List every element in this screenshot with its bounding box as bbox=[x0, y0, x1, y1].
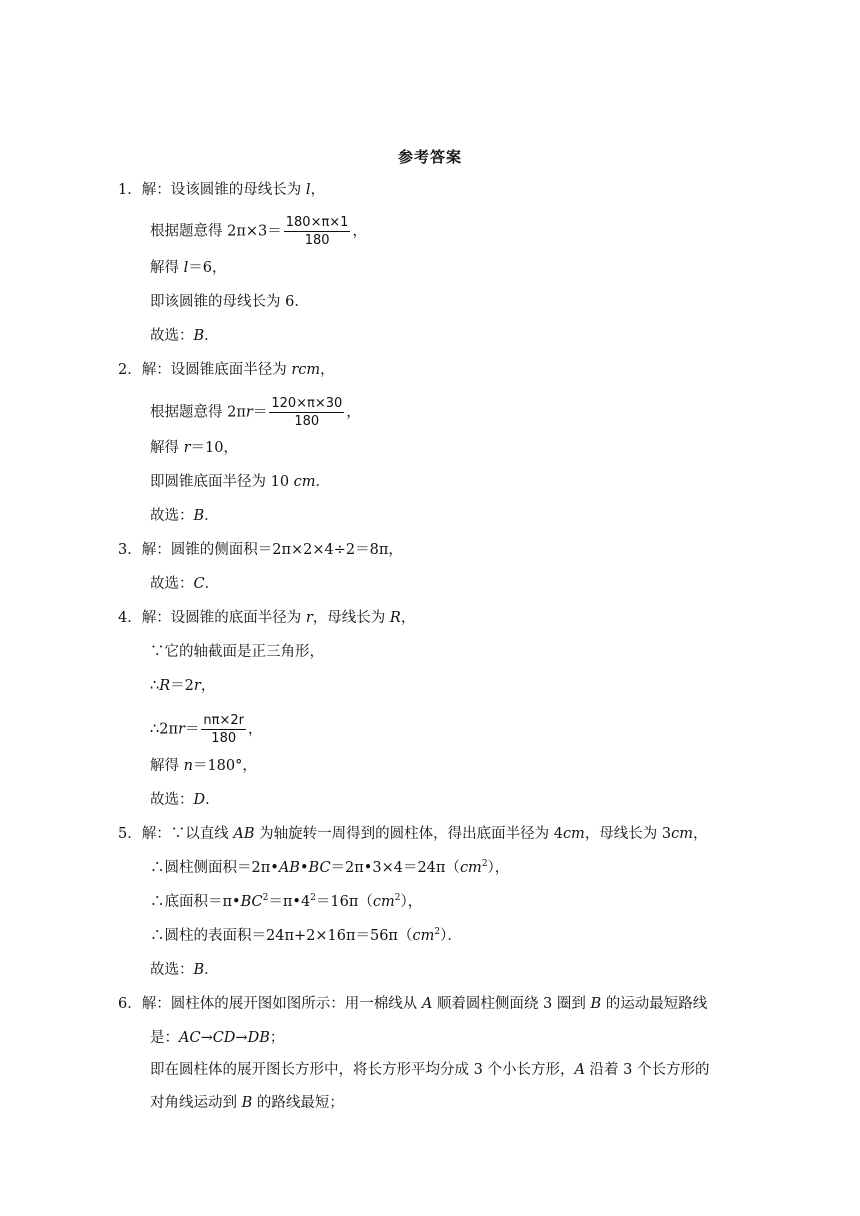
page-title: 参考答案 bbox=[397, 148, 462, 166]
answer-4-therefore-2: ∴2πr＝ $\frac{n\pi\times 2r}{180}$ ， bbox=[150, 713, 263, 746]
fraction: $\frac{n\pi\times 2r}{180}$ bbox=[203, 713, 244, 746]
answer-2-conclusion: 即圆锥底面半径为 10 cm． bbox=[150, 474, 331, 490]
answer-3-choice: 故选：C． bbox=[150, 576, 220, 592]
answer-2-choice: 故选：B． bbox=[150, 508, 219, 524]
answer-1-equation: 根据题意得 2π×3＝ $\frac{180\times\pi\times 1}{180}$ ， bbox=[150, 215, 367, 248]
answer-4-because: ∵它的轴截面是正三角形， bbox=[150, 644, 324, 660]
answer-3-intro: 3．解：圆锥的侧面积＝2π×2×4÷2＝8π， bbox=[118, 542, 403, 558]
answer-6-path: 是：AC→CD→DB； bbox=[150, 1030, 285, 1046]
answer-5-base: ∴底面积$=\pi•BC^2=\pi•4^2=16\pi(cm^2)$， bbox=[150, 893, 423, 910]
answer-4-solve: 解得 n＝180°， bbox=[150, 758, 257, 774]
answer-1-choice: 故选：B． bbox=[150, 328, 219, 344]
answer-5-lateral: ∴圆柱侧面积$=2\pi•AB•BC=2\pi•3\times 4=24\pi(cm^2)$， bbox=[150, 859, 510, 876]
answer-4-choice: 故选：D． bbox=[150, 792, 220, 808]
answer-5-intro: 5．解：∵以直线 AB 为轴旋转一周得到的圆柱体，得出底面半径为 4cm，母线长为 3cm， bbox=[118, 826, 708, 842]
answer-6-explain: 即在圆柱体的展开图长方形中，将长方形平均分成 3 个小长方形，A 沿着 3 个长方形的 bbox=[150, 1062, 710, 1078]
answer-1-intro: 1．解：设该圆锥的母线长为 l， bbox=[118, 182, 325, 198]
fraction: $\frac{120\times\pi\times 30}{180}$ bbox=[271, 396, 343, 429]
answer-5-choice: 故选：B． bbox=[150, 962, 219, 978]
answer-1-solve: 解得 l＝6， bbox=[150, 260, 227, 276]
answer-6-conclusion: 对角线运动到 B 的路线最短； bbox=[150, 1095, 344, 1111]
answer-4-intro: 4．解：设圆锥的底面半径为 r，母线长为 R， bbox=[118, 610, 416, 626]
answer-5-total: ∴圆柱的表面积$=24\pi+2\times 16\pi=56\pi(cm^2)$． bbox=[150, 927, 462, 944]
answer-2-equation: 根据题意得 2πr＝ $\frac{120\times\pi\times 30}{180}$ ， bbox=[150, 396, 361, 429]
answer-2-intro: 2．解：设圆锥底面半径为 rcm， bbox=[118, 362, 335, 378]
answer-4-therefore-1: ∴R＝2r， bbox=[150, 678, 216, 694]
answer-6-intro: 6．解：圆柱体的展开图如图所示：用一棉线从 A 顺着圆柱侧面绕 3 圈到 B 的运动最短路线 bbox=[118, 996, 708, 1012]
answer-2-solve: 解得 r＝10， bbox=[150, 440, 238, 456]
fraction: $\frac{180\times\pi\times 1}{180}$ bbox=[285, 215, 349, 248]
answer-1-conclusion: 即该圆锥的母线长为 6． bbox=[150, 294, 309, 310]
